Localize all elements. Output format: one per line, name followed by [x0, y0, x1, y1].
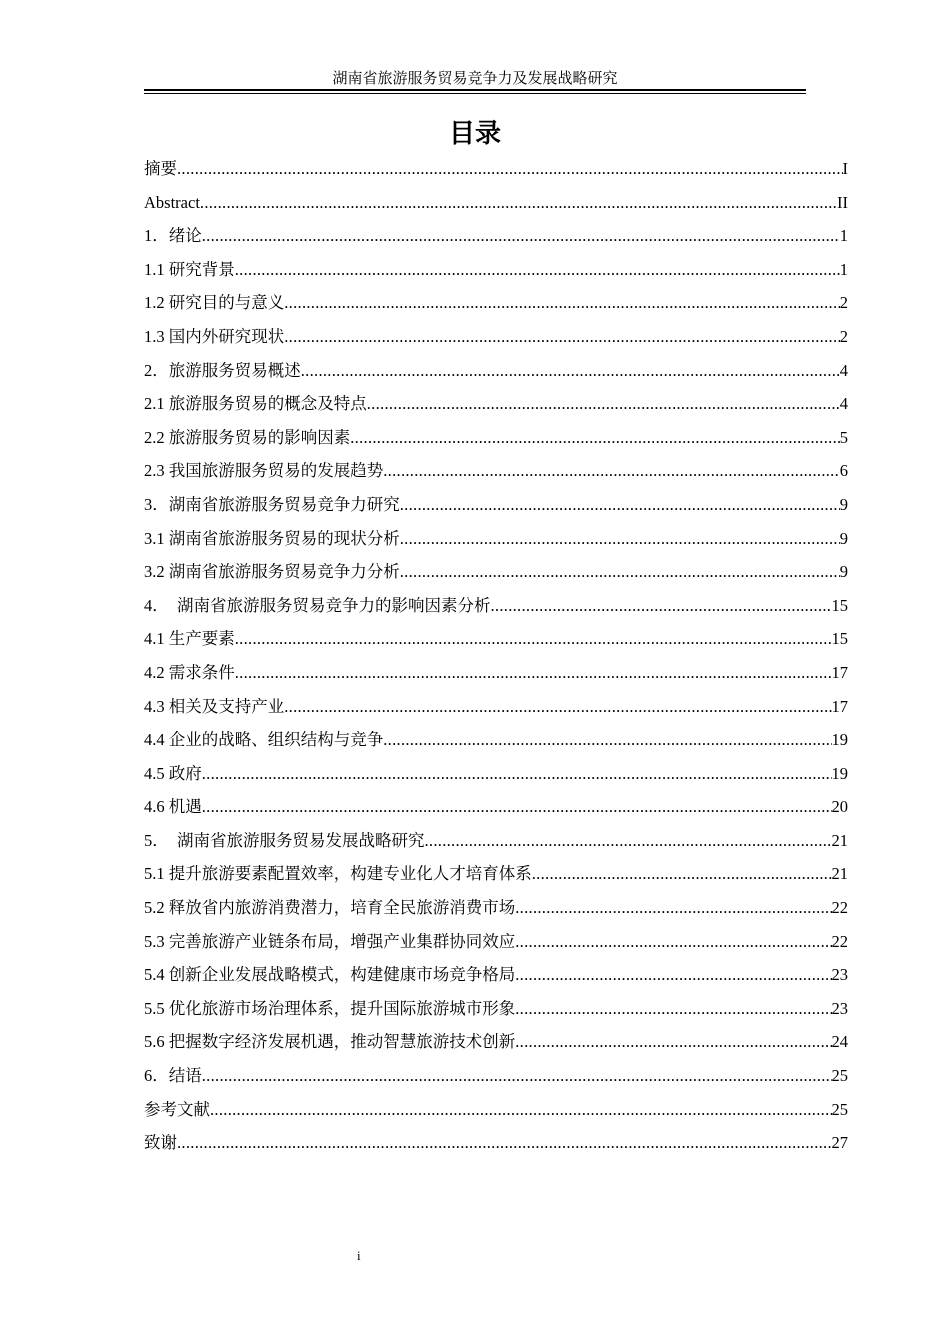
toc-entry-label: 3.2 湖南省旅游服务贸易竞争力分析: [144, 562, 400, 582]
toc-entry-page: 2: [839, 293, 848, 313]
toc-entry-page: 22: [831, 898, 848, 918]
toc-leader-dots: [515, 1025, 831, 1059]
toc-entry[interactable]: [144, 488, 848, 522]
toc-leader-dots: [235, 622, 832, 656]
header-rule-thin: [144, 93, 806, 94]
toc-entry-page: 25: [831, 1066, 848, 1086]
toc-entry-label: 6．结语: [144, 1066, 202, 1086]
toc-leader-dots: [350, 421, 840, 455]
toc-leader-dots: [284, 286, 840, 320]
toc-entry[interactable]: [144, 622, 848, 656]
toc-entry[interactable]: [144, 354, 848, 388]
toc-entry-page: 1: [839, 259, 848, 279]
toc-entry-page: 2: [839, 326, 848, 346]
toc-entry-page: 9: [839, 494, 848, 514]
toc-leader-dots: [202, 757, 832, 791]
toc-entry-page: 22: [831, 931, 848, 951]
toc-entry-label: 1.3 国内外研究现状: [144, 326, 285, 346]
toc-leader-dots: [425, 824, 832, 858]
toc-entry-label: 2.1 旅游服务贸易的概念及特点: [144, 394, 367, 414]
toc-entry-label: 致谢: [144, 1133, 177, 1153]
toc-entry-page: 15: [831, 595, 848, 615]
table-of-contents: [144, 152, 848, 1160]
toc-entry[interactable]: [144, 454, 848, 488]
toc-entry-label: 4.4 企业的战略、组织结构与竞争: [144, 730, 384, 750]
toc-leader-dots: [400, 488, 840, 522]
toc-leader-dots: [202, 790, 832, 824]
toc-entry-page: 17: [831, 662, 848, 682]
toc-entry[interactable]: [144, 925, 848, 959]
toc-entry[interactable]: [144, 320, 848, 354]
toc-leader-dots: [383, 454, 840, 488]
toc-entry[interactable]: [144, 824, 848, 858]
toc-entry-page: I: [842, 159, 848, 178]
toc-entry-page: 19: [831, 730, 848, 750]
toc-entry-label: 1.2 研究目的与意义: [144, 293, 285, 313]
toc-entry-page: 9: [839, 528, 848, 548]
toc-leader-dots: [235, 656, 832, 690]
toc-leader-dots: [200, 186, 837, 220]
toc-leader-dots: [177, 1126, 832, 1160]
toc-entry-label: 5． 湖南省旅游服务贸易发展战略研究: [144, 830, 425, 850]
toc-entry-label: 4． 湖南省旅游服务贸易竞争力的影响因素分析: [144, 595, 491, 615]
toc-leader-dots: [400, 522, 840, 556]
toc-entry[interactable]: [144, 656, 848, 690]
toc-entry[interactable]: [144, 958, 848, 992]
toc-entry-page: 23: [831, 965, 848, 985]
toc-entry[interactable]: [144, 1025, 848, 1059]
toc-entry-page: 17: [831, 696, 848, 716]
toc-entry[interactable]: [144, 152, 848, 186]
toc-entry-page: 6: [839, 461, 848, 481]
toc-entry[interactable]: [144, 790, 848, 824]
toc-entry[interactable]: [144, 387, 848, 421]
toc-entry-label: 1．绪论: [144, 226, 202, 246]
header-rule-thick: [144, 89, 806, 91]
toc-entry-label: 1.1 研究背景: [144, 259, 235, 279]
toc-entry[interactable]: [144, 992, 848, 1026]
toc-leader-dots: [400, 555, 840, 589]
toc-entry-label: 5.2 释放省内旅游消费潜力，培育全民旅游消费市场: [144, 898, 516, 918]
toc-entry-page: 15: [831, 629, 848, 649]
toc-leader-dots: [301, 354, 840, 388]
toc-entry-label: 参考文献: [144, 1099, 210, 1119]
toc-entry[interactable]: [144, 186, 848, 220]
toc-entry-page: 27: [831, 1133, 848, 1153]
toc-leader-dots: [532, 857, 832, 891]
toc-entry-label: 摘要: [144, 159, 177, 178]
toc-entry[interactable]: [144, 522, 848, 556]
toc-entry-label: 5.3 完善旅游产业链条布局，增强产业集群协同效应: [144, 931, 516, 951]
toc-entry[interactable]: [144, 690, 848, 724]
toc-entry-page: 25: [831, 1099, 848, 1119]
toc-entry[interactable]: [144, 1059, 848, 1093]
toc-entry-label: 2.3 我国旅游服务贸易的发展趋势: [144, 461, 384, 481]
toc-leader-dots: [202, 219, 840, 253]
toc-entry-page: 4: [839, 394, 848, 414]
toc-entry-page: 20: [831, 797, 848, 817]
toc-entry-page: 23: [831, 998, 848, 1018]
toc-leader-dots: [210, 1093, 832, 1127]
toc-entry-label: 4.6 机遇: [144, 797, 202, 817]
toc-leader-dots: [383, 723, 831, 757]
toc-entry-label: 5.1 提升旅游要素配置效率，构建专业化人才培育体系: [144, 864, 532, 884]
toc-entry[interactable]: [144, 757, 848, 791]
toc-entry-label: Abstract: [144, 192, 200, 212]
toc-entry-label: 5.6 把握数字经济发展机遇，推动智慧旅游技术创新: [144, 1032, 516, 1052]
toc-leader-dots: [367, 387, 840, 421]
toc-entry-page: II: [837, 192, 848, 212]
toc-entry-page: 5: [839, 427, 848, 447]
toc-leader-dots: [177, 152, 843, 186]
toc-entry-label: 4.1 生产要素: [144, 629, 235, 649]
toc-entry[interactable]: [144, 421, 848, 455]
toc-entry-label: 5.4 创新企业发展战略模式，构建健康市场竞争格局: [144, 965, 516, 985]
toc-entry-label: 5.5 优化旅游市场治理体系，提升国际旅游城市形象: [144, 998, 516, 1018]
page-number: i: [357, 1248, 361, 1263]
toc-entry-label: 4.3 相关及支持产业: [144, 696, 285, 716]
toc-entry[interactable]: [144, 857, 848, 891]
toc-leader-dots: [284, 320, 840, 354]
toc-entry-label: 2．旅游服务贸易概述: [144, 360, 301, 380]
toc-leader-dots: [284, 690, 831, 724]
toc-leader-dots: [235, 253, 840, 287]
toc-entry-page: 21: [831, 830, 848, 850]
toc-title: 目录: [448, 119, 501, 149]
toc-leader-dots: [491, 589, 832, 623]
toc-entry-page: 9: [839, 562, 848, 582]
toc-entry[interactable]: [144, 253, 848, 287]
toc-entry[interactable]: [144, 891, 848, 925]
toc-entry-page: 21: [831, 864, 848, 884]
toc-entry-label: 4.5 政府: [144, 763, 202, 783]
toc-entry[interactable]: [144, 1126, 848, 1160]
toc-entry[interactable]: [144, 219, 848, 253]
toc-leader-dots: [202, 1059, 832, 1093]
toc-entry-page: 24: [831, 1032, 848, 1052]
toc-leader-dots: [515, 891, 831, 925]
toc-entry[interactable]: [144, 1093, 848, 1127]
toc-leader-dots: [515, 992, 831, 1026]
toc-entry[interactable]: [144, 723, 848, 757]
toc-entry[interactable]: [144, 589, 848, 623]
toc-entry-label: 2.2 旅游服务贸易的影响因素: [144, 427, 351, 447]
running-header: 湖南省旅游服务贸易竞争力及发展战略研究: [332, 71, 618, 87]
toc-entry-page: 1: [839, 226, 848, 246]
toc-leader-dots: [515, 958, 831, 992]
toc-entry-page: 4: [839, 360, 848, 380]
toc-leader-dots: [515, 925, 831, 959]
toc-entry-label: 4.2 需求条件: [144, 662, 235, 682]
toc-entry[interactable]: [144, 555, 848, 589]
toc-entry-label: 3.1 湖南省旅游服务贸易的现状分析: [144, 528, 400, 548]
toc-entry-label: 3．湖南省旅游服务贸易竞争力研究: [144, 494, 400, 514]
toc-entry[interactable]: [144, 286, 848, 320]
toc-entry-page: 19: [831, 763, 848, 783]
